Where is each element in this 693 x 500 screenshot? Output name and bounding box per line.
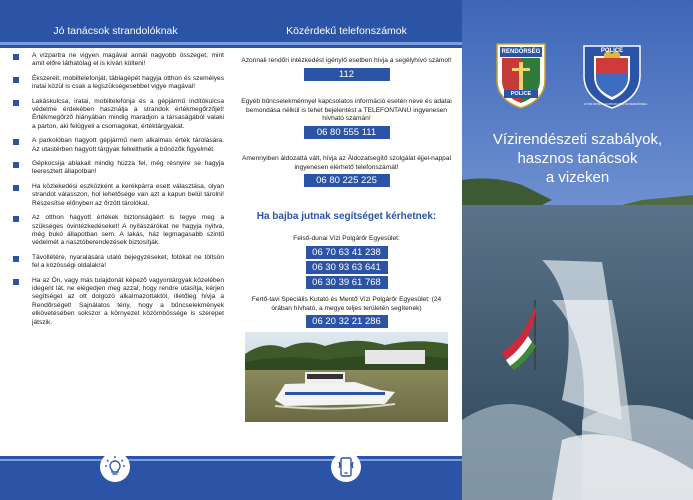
square-bullet-icon (13, 100, 19, 106)
cover-panel (462, 0, 693, 500)
tip-text: Ékszereit, mobiltelefonját, táblagépét hagyja otthon és személyes iratai közül is csak a legszükségesebbet vigye magával! (32, 74, 224, 91)
county-police-badge (580, 40, 648, 110)
danube-guard-phone[interactable]: 06 70 63 41 238 (306, 246, 388, 259)
tip-text: Távollétére, nyaralására utaló bejegyzéseket, fotókat ne töltsön fel a közösségi oldalakra! (32, 253, 224, 270)
victim-support-phone[interactable]: 06 80 225 225 (304, 174, 390, 187)
badge-rendorseg-label: RENDŐRSÉG (501, 49, 541, 55)
emergency-phone[interactable]: 112 (304, 68, 390, 81)
cover-title-line: Vízirendészeti szabályok, (492, 131, 663, 148)
police-boat-photo (245, 332, 448, 422)
cover-title-line: a vizeken (545, 169, 610, 186)
tip-text: Lakáskulcsa, iratai, mobiltelefonja és a gépjármű indítókulcsa védelme érdekében használja a strandok értékmegőrzőjét! Értékmegőrző hiányában mindig maradjon a társaságából valaki a parton, aki felügyeli a csomagokat, értéktárgyakat. (32, 97, 224, 130)
danube-guard-phone[interactable]: 06 30 93 63 641 (306, 261, 388, 274)
ferto-rescue-text: Fertő-tavi Speciális Kutató és Mentő Vízi Polgárőr Egyesület: (24 órában hívható, a megye teljes területén segítenek) (251, 296, 442, 312)
square-bullet-icon (13, 279, 19, 285)
tip-text: Gépkocsija ablakait mindig húzza fel, még résnyire se hagyja leeresztett állapotban! (32, 160, 224, 176)
tip-item (12, 277, 224, 327)
tip-item (12, 98, 224, 132)
tips-list (12, 52, 224, 333)
square-bullet-icon (13, 77, 19, 83)
tips-panel (0, 0, 231, 500)
lightbulb-icon (100, 452, 130, 482)
tip-text: Az otthon hagyott értékek biztonságáért is tegye meg a szükséges óvintézkedéseket! A nyílászárókat ne hagyja nyitva, még bukó állapotban sem. A lakás, ház legmagasabb szintű védelmét a riasztóberendezések biztosítják. (32, 214, 224, 247)
danube-guard-text: Felső-dunai Vízi Polgárőr Egyesület: (293, 235, 400, 242)
witness-phone[interactable]: 06 80 555 111 (304, 126, 390, 139)
danube-guard-block (241, 235, 452, 289)
tips-header-band (0, 0, 231, 48)
tip-text: A vízpartra ne vigyen magával annál nagyobb összeget, mint amit előre láthatólag el is kíván költeni! (32, 52, 224, 68)
tip-item (12, 137, 224, 154)
tip-item (12, 160, 224, 177)
phone-icon (331, 452, 361, 482)
phone-numbers-panel (231, 0, 462, 500)
rendorseg-badge (494, 40, 548, 110)
tip-item (12, 254, 224, 271)
square-bullet-icon (13, 216, 19, 222)
tip-text: Ha közlekedési eszközként a kerékpárra esett választása, olyan strandot válasszon, hol lehetősége van azt a kapun belül tárolni! Részesítse előnyben az őrzött tárolókat. (32, 182, 224, 207)
victim-support-block (241, 155, 452, 187)
phones-header-band (231, 0, 462, 48)
cover-title (462, 130, 693, 187)
tip-item (12, 75, 224, 92)
emergency-text: Azonnali rendőri intézkedést igénylő esetben hívja a segélyhívó számot! (241, 57, 452, 64)
square-bullet-icon (13, 139, 19, 145)
badge-police-label: POLICE (510, 91, 532, 97)
witness-text: Egyéb bűncselekménnyel kapcsolatos információ esetén neve és adatai bemondása nélkül is tehet bejelentést a TELEFONTANÚ ingyenesen hívható számán! (241, 98, 452, 123)
ferto-rescue-block (241, 296, 452, 328)
tips-title: Jó tanácsok strandolóknak (53, 25, 178, 37)
square-bullet-icon (13, 54, 19, 60)
badge-county-ring-text: GYŐR-MOSON-SOPRON MEGYEI RENDŐRSÉG (584, 102, 648, 106)
victim-support-text: Amennyiben áldozattá vált, hívja az Áldozatsegítő szolgálat éjjel-nappal ingyenesen elérhető telefonszámát! (242, 155, 451, 171)
square-bullet-icon (13, 185, 19, 191)
tip-item (12, 52, 224, 69)
tip-item (12, 183, 224, 208)
square-bullet-icon (13, 256, 19, 262)
square-bullet-icon (13, 162, 19, 168)
tip-item (12, 214, 224, 248)
tip-text: Ha az Ön, vagy más tulajdonát képező vagyontárgyak közelében idegent lát, ne elégedjen meg azzal, hogy rendre utasítja, kérjen segítséget az ott dolgozó alkalmazottaktól, illetőleg hívja a Rendőrséget! Sajnálatos tény, hogy a bűncselekmények elkövetésében sokszor a környezet közömbössége is szerepet játszik. (32, 276, 224, 326)
phones-title: Közérdekű telefonszámok (286, 25, 407, 37)
witness-block (241, 98, 452, 139)
tip-text: A parkolóban hagyott gépjármű nem alkalmas érték tárolására. Az utastérben hagyott tárgyak felkelthetik a bűnözők figyelmét. (32, 137, 224, 153)
badge-police-top-label: POLICE (600, 48, 624, 54)
cover-title-line: hasznos tanácsok (517, 150, 638, 167)
ferto-rescue-phone[interactable]: 06 20 32 21 286 (306, 315, 388, 328)
help-heading: Ha bajba jutnak segítséget kérhetnek: (256, 211, 437, 222)
emergency-block (241, 57, 452, 81)
danube-guard-phone[interactable]: 06 30 39 61 768 (306, 276, 388, 289)
